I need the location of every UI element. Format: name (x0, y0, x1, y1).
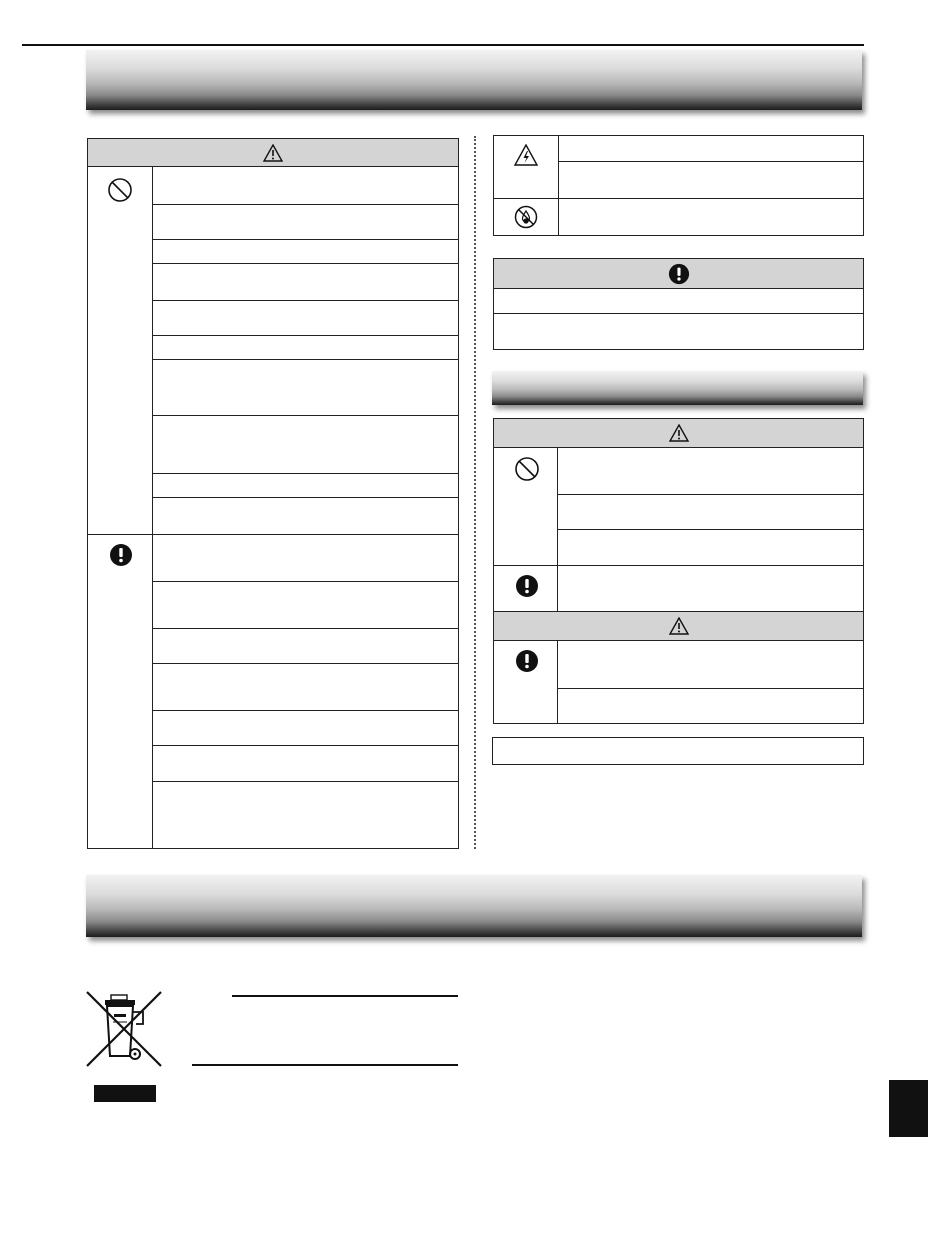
mandatory-exclamation-icon (668, 263, 690, 285)
left-row-4 (153, 263, 458, 301)
prohibited-circle-icon (107, 177, 133, 203)
right-hazard-table (493, 135, 864, 236)
right-mandatory-header (494, 259, 863, 289)
left-warning-table (87, 138, 459, 849)
right-caution-header (494, 611, 863, 641)
right-warning-row-2 (558, 495, 863, 530)
right-hazard-row-divider (559, 161, 863, 162)
mandatory-exclamation-icon (109, 543, 133, 567)
left-row-10 (153, 497, 458, 535)
electric-icon-cell (514, 144, 538, 166)
crossed-out-bin-icon (83, 990, 165, 1070)
electric-shock-icon (514, 144, 538, 166)
right-warning-row-4 (558, 566, 863, 611)
right-note-box (492, 737, 864, 765)
left-row-2 (153, 204, 458, 240)
left-row-6 (153, 335, 458, 360)
right-warning-table (493, 418, 864, 724)
warning-triangle-icon (263, 144, 283, 162)
left-warning-header (88, 139, 458, 167)
right-caution-mandatory-cell (515, 649, 539, 673)
section-banner-3 (86, 875, 862, 937)
no-water-icon (514, 205, 538, 229)
side-language-tab (889, 1080, 928, 1137)
disposal-top-rule (232, 995, 458, 997)
left-row-1 (153, 167, 458, 205)
warning-triangle-icon (669, 424, 689, 442)
column-divider (474, 136, 476, 849)
right-warning-row-3 (558, 530, 863, 565)
left-row-7 (153, 359, 458, 416)
right-caution-row-2 (558, 689, 863, 723)
left-text-rows (153, 167, 458, 848)
right-warning-prohibited-cell (514, 456, 540, 482)
right-warning-row-1 (558, 448, 863, 495)
disposal-bar (94, 1085, 156, 1102)
warning-triangle-icon (669, 617, 689, 635)
section-banner-2 (492, 371, 863, 405)
left-row-12 (153, 581, 458, 629)
left-prohibited-icon-cell (107, 177, 133, 203)
disposal-bottom-rule (192, 1064, 458, 1066)
left-mandatory-icon-cell (109, 543, 133, 567)
no-water-icon-cell (514, 205, 538, 229)
left-row-11 (153, 534, 458, 582)
left-row-9 (153, 473, 458, 498)
left-row-8 (153, 415, 458, 474)
left-row-14 (153, 663, 458, 711)
left-row-17 (153, 781, 458, 848)
section-banner-1 (86, 50, 862, 110)
left-row-13 (153, 628, 458, 664)
mandatory-exclamation-icon (515, 649, 539, 673)
right-mandatory-row-2 (494, 314, 863, 349)
right-warning-header (494, 419, 863, 448)
prohibited-circle-icon (514, 456, 540, 482)
left-row-3 (153, 239, 458, 264)
mandatory-exclamation-icon (515, 574, 539, 598)
left-group-divider (88, 534, 153, 535)
right-caution-row-1 (558, 641, 863, 689)
right-warning-mandatory-cell (515, 574, 539, 598)
left-row-5 (153, 300, 458, 336)
left-icon-column (88, 167, 153, 848)
left-row-15 (153, 710, 458, 746)
top-rule (22, 44, 864, 46)
right-mandatory-table (493, 258, 864, 350)
left-row-16 (153, 745, 458, 782)
right-mandatory-row-1 (494, 289, 863, 314)
disposal-symbol (83, 990, 165, 1070)
right-hazard-divider (494, 198, 863, 199)
